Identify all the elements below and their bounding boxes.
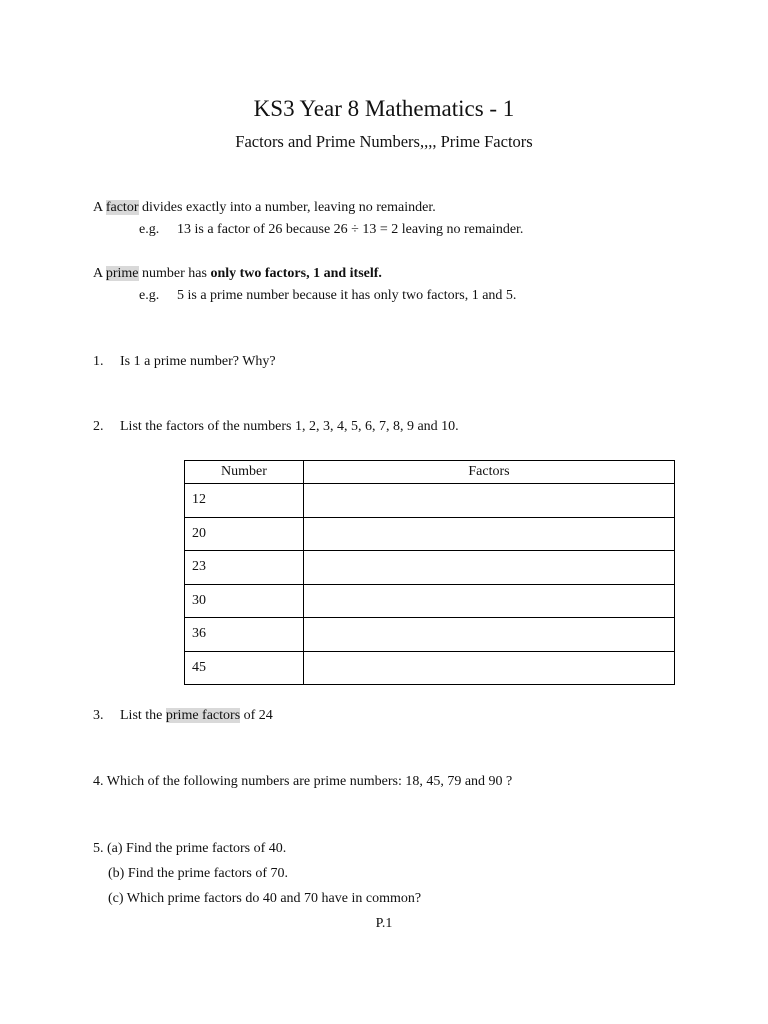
question-3-number: 3. [93,708,104,723]
question-4: 4. Which of the following numbers are prime numbers: 18, 45, 79 and 90 ? [93,774,513,789]
question-5a: 5. (a) Find the prime factors of 40. [93,841,287,856]
question-2: List the factors of the numbers 1, 2, 3, 4, 5, 6, 7, 8, 9 and 10. [120,419,459,434]
factors-table [184,460,675,685]
page-title: KS3 Year 8 Mathematics - 1 [253,96,515,121]
factor-definition: A factor divides exactly into a number, leaving no remainder. [93,200,436,215]
table-row [185,517,675,551]
prime-example: 5 is a prime number because it has only two factors, 1 and 5. [177,288,517,303]
prime-example-label: e.g. [139,288,160,303]
factor-example: 13 is a factor of 26 because 26 ÷ 13 = 2 leaving no remainder. [177,222,524,237]
table-row [185,618,675,652]
page-subtitle: Factors and Prime Numbers,,,, Prime Factors [235,132,533,151]
cell-number: 23 [185,551,304,585]
question-5c: (c) Which prime factors do 40 and 70 have in common? [108,891,422,906]
cell-factors [304,517,675,551]
table-row [185,551,675,585]
table-row [185,651,675,685]
prime-factors-highlight: prime factors [165,708,241,723]
cell-number: 20 [185,517,304,551]
cell-factors [304,584,675,618]
column-header-number: Number [185,461,304,484]
cell-number: 30 [185,584,304,618]
cell-number: 36 [185,618,304,652]
cell-factors [304,618,675,652]
table-header-row [185,461,675,484]
table-row [185,484,675,518]
question-2-number: 2. [93,419,104,434]
column-header-factors: Factors [304,461,675,484]
cell-number: 45 [185,651,304,685]
cell-factors [304,651,675,685]
question-3: List the prime factors of 24 [120,708,273,723]
prime-term-highlight: prime [105,266,139,281]
factor-term-highlight: factor [105,200,139,215]
cell-factors [304,551,675,585]
question-1: Is 1 a prime number? Why? [120,354,276,369]
question-1-number: 1. [93,354,104,369]
prime-definition: A prime number has only two factors, 1 and itself. [93,266,382,281]
cell-factors [304,484,675,518]
question-5b: (b) Find the prime factors of 70. [108,866,289,881]
page-number: P.1 [375,916,393,931]
cell-number: 12 [185,484,304,518]
factor-example-label: e.g. [139,222,160,237]
table-row [185,584,675,618]
